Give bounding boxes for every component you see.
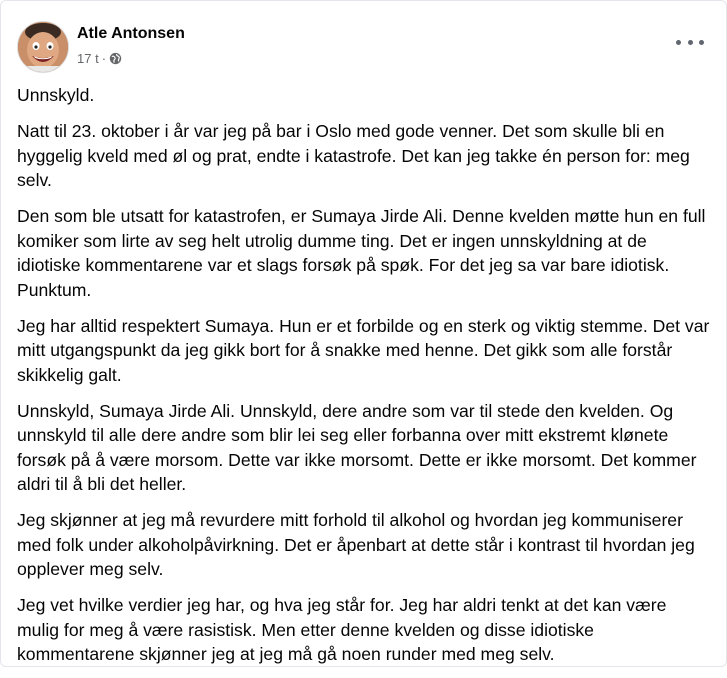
meta-separator: · xyxy=(101,51,107,66)
globe-icon[interactable] xyxy=(109,52,122,65)
post-header xyxy=(17,21,710,73)
avatar-image xyxy=(18,22,68,72)
post-paragraph: Jeg skjønner at jeg må revurdere mitt forhold til alkohol og hvordan jeg kommuniserer med folk under alkoholpåvirkning. Det er åpenbart at dette står i kontrast til hvordan jeg opplever meg selv. xyxy=(17,510,695,579)
post-paragraph: Den som ble utsatt for katastrofen, er Sumaya Jirde Ali. Denne kvelden møtte hun en full komiker som lirte av seg helt utrolig dumme ting. Det er ingen unnskyldning at de idiotiske kommentarene var et slags forsøk på spøk. For det jeg sa var bare idiotisk. Punktum. xyxy=(17,206,706,300)
more-dot xyxy=(688,40,693,45)
post-paragraph: Jeg vet hvilke verdier jeg har, og hva jeg står for. Jeg har aldri tenkt at det kan være mulig for meg å være rasistisk. Men etter denne kvelden og disse idiotiske kommentarene skjønner jeg at jeg må gå noen runder med meg selv. xyxy=(17,595,667,664)
more-dot xyxy=(699,40,704,45)
more-options-icon[interactable] xyxy=(676,35,704,49)
avatar[interactable] xyxy=(17,21,69,73)
more-dot xyxy=(676,40,681,45)
post-body xyxy=(17,83,712,678)
post-paragraph: Jeg har alltid respektert Sumaya. Hun er et forbilde og en sterk og viktig stemme. Det var mitt utgangspunkt da jeg gikk bort for å snakke med henne. Det gikk som alle forstår skikkelig galt. xyxy=(17,315,710,385)
post-paragraph: Natt til 23. oktober i år var jeg på bar i Oslo med gode venner. Det som skulle bli en hyggelig kveld med øl og prat, endte i katastrofe. Det kan jeg takke én person for: meg selv. xyxy=(17,121,690,190)
author-name[interactable]: Atle Antonsen xyxy=(77,25,185,42)
post-paragraph: Unnskyld, Sumaya Jirde Ali. Unnskyld, dere andre som var til stede den kvelden. Og unnskyld til alle dere andre som blir lei seg eller forbanna over mitt ekstremt klønete forsøk på å være morsom. Dette var ikke morsomt. Dette er ikke morsomt. Det kommer aldri til å bli det heller. xyxy=(17,400,697,494)
post-paragraph: Unnskyld. xyxy=(17,85,95,105)
post-time[interactable]: 17 t xyxy=(77,51,99,66)
post-meta xyxy=(77,51,122,66)
